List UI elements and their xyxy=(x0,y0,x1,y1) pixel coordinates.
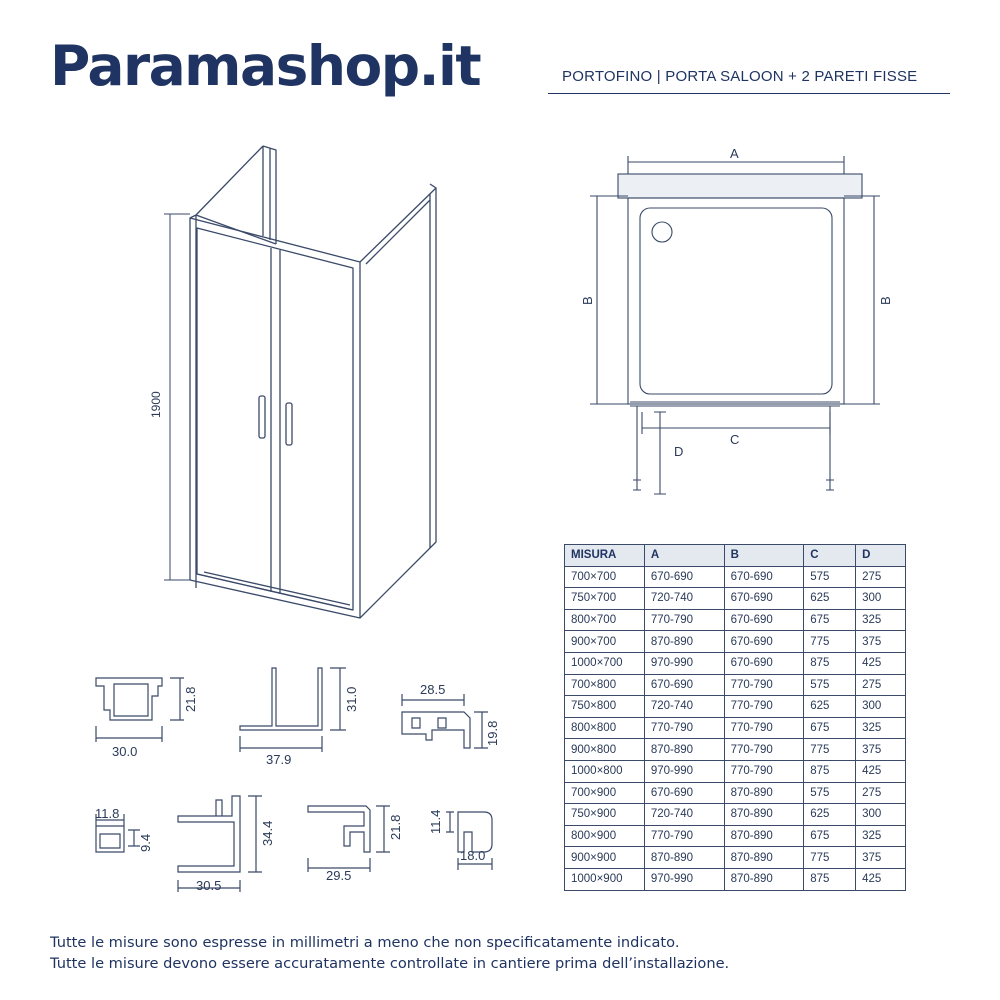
col-header: D xyxy=(856,545,906,567)
table-cell: 675 xyxy=(804,609,856,631)
table-cell: 275 xyxy=(856,566,906,588)
col-header: C xyxy=(804,545,856,567)
table-cell: 675 xyxy=(804,717,856,739)
footer-note-2: Tutte le misure devono essere accuratamente controllate in cantiere prima dell’installazione. xyxy=(50,955,730,972)
table-cell: 425 xyxy=(856,760,906,782)
profile-2-dims xyxy=(240,668,346,752)
table-cell: 375 xyxy=(856,847,906,869)
profile-7-shape xyxy=(458,812,492,852)
table-cell: 870-890 xyxy=(644,631,724,653)
table-cell: 800×700 xyxy=(565,609,645,631)
table-cell: 970-990 xyxy=(644,652,724,674)
profile-5-shape xyxy=(178,796,240,872)
brand-logo: Paramashop.it xyxy=(50,34,481,98)
table-cell: 375 xyxy=(856,631,906,653)
table-cell: 970-990 xyxy=(644,760,724,782)
table-cell: 770-790 xyxy=(724,717,804,739)
table-row xyxy=(565,847,906,869)
table-cell: 770-790 xyxy=(724,696,804,718)
table-cell: 900×800 xyxy=(565,739,645,761)
table-cell: 770-790 xyxy=(644,717,724,739)
table-cell: 300 xyxy=(856,588,906,610)
table-cell: 720-740 xyxy=(644,804,724,826)
table-cell: 325 xyxy=(856,825,906,847)
table-cell: 425 xyxy=(856,868,906,890)
height-dimension-label: 1900 xyxy=(149,391,163,418)
table-row xyxy=(565,760,906,782)
table-row xyxy=(565,739,906,761)
table-cell: 870-890 xyxy=(724,847,804,869)
profile-6-width: 29.5 xyxy=(326,868,352,883)
table-row xyxy=(565,825,906,847)
table-row xyxy=(565,696,906,718)
table-cell: 770-790 xyxy=(724,739,804,761)
profile-6-height: 21.8 xyxy=(388,814,403,840)
table-cell: 670-690 xyxy=(644,566,724,588)
profile-2-width: 37.9 xyxy=(266,752,292,767)
profile-1-height: 21.8 xyxy=(183,686,198,712)
dim-a-label: A xyxy=(730,146,739,161)
table-cell: 670-690 xyxy=(644,674,724,696)
table-cell: 275 xyxy=(856,674,906,696)
profile-4-width: 11.8 xyxy=(95,806,120,821)
profile-6-shape xyxy=(308,806,370,852)
dim-b-left-label: B xyxy=(580,296,595,305)
table-row xyxy=(565,652,906,674)
table-cell: 875 xyxy=(804,760,856,782)
table-header-row xyxy=(565,545,906,567)
table-cell: 375 xyxy=(856,739,906,761)
table-cell: 300 xyxy=(856,696,906,718)
table-row xyxy=(565,588,906,610)
table-cell: 625 xyxy=(804,804,856,826)
table-cell: 670-690 xyxy=(724,652,804,674)
table-cell: 875 xyxy=(804,868,856,890)
table-row xyxy=(565,804,906,826)
table-cell: 670-690 xyxy=(644,782,724,804)
dim-c-label: C xyxy=(730,432,740,447)
table-cell: 575 xyxy=(804,674,856,696)
profile-5-height: 34.4 xyxy=(260,820,275,846)
table-row xyxy=(565,674,906,696)
dim-d-label: D xyxy=(674,444,684,459)
table-cell: 700×800 xyxy=(565,674,645,696)
table-cell: 770-790 xyxy=(644,609,724,631)
table-cell: 750×900 xyxy=(565,804,645,826)
table-cell: 870-890 xyxy=(724,804,804,826)
table-cell: 775 xyxy=(804,847,856,869)
footer-notes xyxy=(50,932,729,974)
profile-1-shape xyxy=(96,678,162,720)
footer-note-1: Tutte le misure sono espresse in millimetri a meno che non specificatamente indicato. xyxy=(50,934,680,951)
table-row xyxy=(565,566,906,588)
profile-6-dims xyxy=(308,806,390,872)
profile-7-height: 11.4 xyxy=(428,809,443,834)
profile-2-shape xyxy=(240,668,322,730)
table-cell: 425 xyxy=(856,652,906,674)
table-cell: 870-890 xyxy=(644,739,724,761)
table-cell: 575 xyxy=(804,782,856,804)
dim-b-right-label: B xyxy=(878,296,893,305)
table-cell: 1000×900 xyxy=(565,868,645,890)
table-cell: 870-890 xyxy=(724,868,804,890)
table-cell: 970-990 xyxy=(644,868,724,890)
table-cell: 700×700 xyxy=(565,566,645,588)
col-header: B xyxy=(724,545,804,567)
table-cell: 720-740 xyxy=(644,588,724,610)
table-row xyxy=(565,631,906,653)
table-cell: 875 xyxy=(804,652,856,674)
profile-3-height: 19.8 xyxy=(485,720,500,746)
table-cell: 300 xyxy=(856,804,906,826)
profile-7-width: 18.0 xyxy=(460,848,486,863)
profile-3-dims xyxy=(402,694,488,748)
table-cell: 870-890 xyxy=(724,782,804,804)
col-header: MISURA xyxy=(565,545,645,567)
table-cell: 770-790 xyxy=(724,674,804,696)
table-cell: 900×700 xyxy=(565,631,645,653)
profile-3-shape xyxy=(402,712,470,748)
measurement-table xyxy=(564,544,906,891)
table-row xyxy=(565,782,906,804)
table-cell: 800×800 xyxy=(565,717,645,739)
table-cell: 770-790 xyxy=(724,760,804,782)
table-cell: 1000×700 xyxy=(565,652,645,674)
table-cell: 800×900 xyxy=(565,825,645,847)
table-cell: 1000×800 xyxy=(565,760,645,782)
table-cell: 325 xyxy=(856,609,906,631)
profile-3-width: 28.5 xyxy=(420,682,446,697)
table-cell: 900×900 xyxy=(565,847,645,869)
table-cell: 750×800 xyxy=(565,696,645,718)
table-cell: 670-690 xyxy=(724,609,804,631)
table-cell: 625 xyxy=(804,696,856,718)
product-subtitle: PORTOFINO | PORTA SALOON + 2 PARETI FISSE xyxy=(562,68,918,85)
table-cell: 670-690 xyxy=(724,631,804,653)
col-header: A xyxy=(644,545,724,567)
table-row xyxy=(565,868,906,890)
table-cell: 325 xyxy=(856,717,906,739)
profile-1-width: 30.0 xyxy=(112,744,138,759)
table-cell: 775 xyxy=(804,631,856,653)
profile-5-width: 30.5 xyxy=(196,878,222,893)
table-cell: 700×900 xyxy=(565,782,645,804)
table-cell: 670-690 xyxy=(724,566,804,588)
table-cell: 275 xyxy=(856,782,906,804)
table-cell: 675 xyxy=(804,825,856,847)
table-row xyxy=(565,609,906,631)
table-cell: 775 xyxy=(804,739,856,761)
profile-4-height: 9.4 xyxy=(138,833,153,852)
profile-4-shape xyxy=(96,826,124,852)
table-cell: 870-890 xyxy=(724,825,804,847)
table-row xyxy=(565,717,906,739)
table-cell: 575 xyxy=(804,566,856,588)
table-cell: 870-890 xyxy=(644,847,724,869)
table-cell: 720-740 xyxy=(644,696,724,718)
profile-2-height: 31.0 xyxy=(344,686,359,712)
table-cell: 670-690 xyxy=(724,588,804,610)
table-cell: 750×700 xyxy=(565,588,645,610)
table-cell: 770-790 xyxy=(644,825,724,847)
table-cell: 625 xyxy=(804,588,856,610)
